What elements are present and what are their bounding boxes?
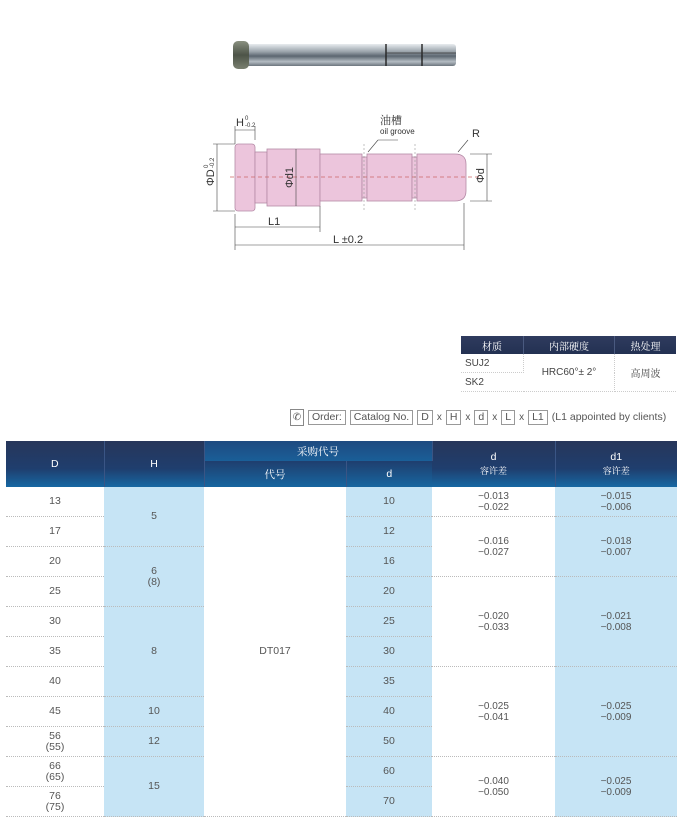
cell-d1-tolerance: −0.021 −0.008 — [555, 577, 677, 667]
cell-H: 10 — [104, 697, 204, 727]
order-field-L1: L1 — [528, 410, 548, 425]
cell-d-tolerance: −0.013 −0.022 — [432, 487, 555, 517]
cell-d: 50 — [346, 727, 432, 757]
header-D: D — [6, 441, 104, 487]
product-photo — [230, 38, 458, 74]
cell-d: 30 — [346, 637, 432, 667]
cell-D: 56 (55) — [6, 727, 104, 757]
cell-H: 6 (8) — [104, 547, 204, 607]
cell-H: 15 — [104, 757, 204, 817]
spec-heat-treatment: 高周波 — [615, 354, 677, 392]
svg-text:0: 0 — [204, 164, 210, 168]
technical-drawing — [200, 100, 500, 260]
cell-d: 40 — [346, 697, 432, 727]
header-d-tolerance: d 容许差 — [432, 441, 555, 487]
cell-D: 25 — [6, 577, 104, 607]
label-L1: L1 — [268, 216, 281, 228]
cell-H: 12 — [104, 727, 204, 757]
header-purchase-code: 采购代号 — [204, 441, 432, 461]
spec-header-hardness: 内部硬度 — [524, 336, 615, 354]
svg-text:-0.2: -0.2 — [245, 123, 256, 129]
header-d1-tolerance: d1 容许差 — [555, 441, 677, 487]
table-row — [6, 487, 677, 517]
cell-d: 10 — [346, 487, 432, 517]
cell-H: 5 — [104, 487, 204, 547]
cell-D: 66 (65) — [6, 757, 104, 787]
label-oil-groove-en: oil groove — [380, 127, 415, 136]
header-H: H — [104, 441, 204, 487]
cell-d: 12 — [346, 517, 432, 547]
cell-d: 16 — [346, 547, 432, 577]
cell-D: 76 (75) — [6, 787, 104, 817]
spec-material-sk2: SK2 — [461, 373, 524, 392]
label-d1: Φd1 — [284, 166, 296, 188]
cell-D: 35 — [6, 637, 104, 667]
order-label: Order: — [308, 410, 346, 425]
cell-d1-tolerance: −0.025 −0.009 — [555, 667, 677, 757]
label-h: H — [236, 117, 244, 129]
label-oil-groove-cn: 油槽 — [380, 115, 402, 127]
label-R: R — [472, 128, 480, 140]
cell-code: DT017 — [204, 487, 346, 817]
cell-D: 13 — [6, 487, 104, 517]
spec-hardness: HRC60°± 2° — [524, 354, 615, 392]
cell-d-tolerance: −0.025 −0.041 — [432, 667, 555, 757]
cell-d1-tolerance: −0.018 −0.007 — [555, 517, 677, 577]
order-field-H: H — [446, 410, 462, 425]
cell-d-tolerance: −0.040 −0.050 — [432, 757, 555, 817]
cell-d-tolerance: −0.020 −0.033 — [432, 577, 555, 667]
label-L: L ±0.2 — [333, 234, 364, 246]
order-note: (L1 appointed by clients) — [551, 411, 667, 423]
spec-material-suj2: SUJ2 — [461, 354, 524, 373]
spec-header-material: 材质 — [461, 336, 524, 354]
cell-d: 70 — [346, 787, 432, 817]
svg-text:0: 0 — [245, 116, 249, 122]
cell-d: 20 — [346, 577, 432, 607]
svg-text:-0.2: -0.2 — [210, 157, 216, 168]
cell-d: 25 — [346, 607, 432, 637]
cell-D: 45 — [6, 697, 104, 727]
header-code: 代号 — [204, 461, 346, 487]
cell-D: 17 — [6, 517, 104, 547]
label-d: Φd — [475, 168, 487, 183]
header-d: d — [346, 461, 432, 487]
cell-d: 60 — [346, 757, 432, 787]
material-spec-table — [461, 336, 676, 392]
order-field-L: L — [501, 410, 515, 425]
order-field-d: d — [474, 410, 488, 425]
cell-H: 8 — [104, 607, 204, 697]
phone-icon: ✆ — [290, 409, 304, 426]
order-field-D: D — [417, 410, 433, 425]
label-D: ΦD — [205, 169, 217, 186]
cell-D: 20 — [6, 547, 104, 577]
cell-d1-tolerance: −0.025 −0.009 — [555, 757, 677, 817]
dimension-table — [6, 441, 677, 817]
cell-d-tolerance: −0.016 −0.027 — [432, 517, 555, 577]
cell-D: 30 — [6, 607, 104, 637]
spec-header-heat-treatment: 热处理 — [615, 336, 677, 354]
cell-d: 35 — [346, 667, 432, 697]
order-field-catalog: Catalog No. — [350, 410, 413, 425]
cell-d1-tolerance: −0.015 −0.006 — [555, 487, 677, 517]
cell-D: 40 — [6, 667, 104, 697]
order-format: ✆ Order: Catalog No. D x H x d x L x L1 (L1 appointed by clients) — [290, 409, 666, 425]
